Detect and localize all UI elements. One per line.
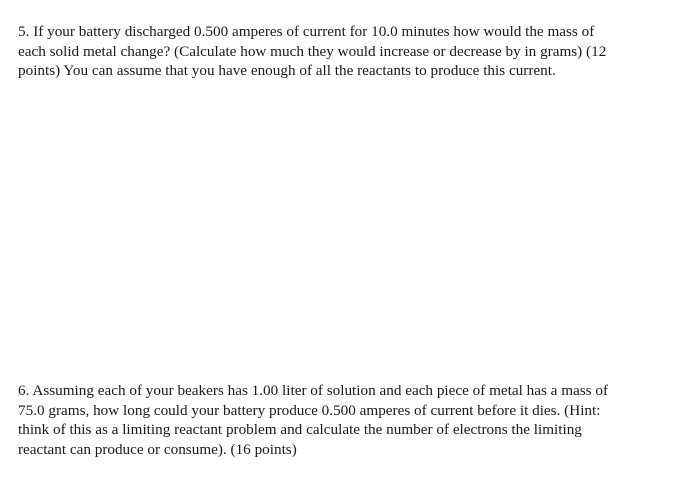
- question-5-line-2: each solid metal change? (Calculate how much they would increase or decrease by in grams) (12: [18, 42, 607, 60]
- question-6-line-4: reactant can produce or consume). (16 points): [18, 440, 297, 458]
- question-6-line-1: 6. Assuming each of your beakers has 1.00 liter of solution and each piece of metal has a mass of: [18, 382, 609, 399]
- question-6-line-3: think of this as a limiting reactant problem and calculate the number of electrons the limiting: [18, 421, 582, 438]
- question-5-text: [18, 22, 658, 81]
- question-5-line-3: points) You can assume that you have enough of all the reactants to produce this current.: [18, 62, 556, 79]
- question-5-line-1: 5. If your battery discharged 0.500 amperes of current for 10.0 minutes how would the mass of: [18, 23, 595, 40]
- question-6-line-2: 75.0 grams, how long could your battery produce 0.500 amperes of current before it dies. (Hint:: [18, 401, 601, 419]
- question-6-text: [18, 381, 658, 459]
